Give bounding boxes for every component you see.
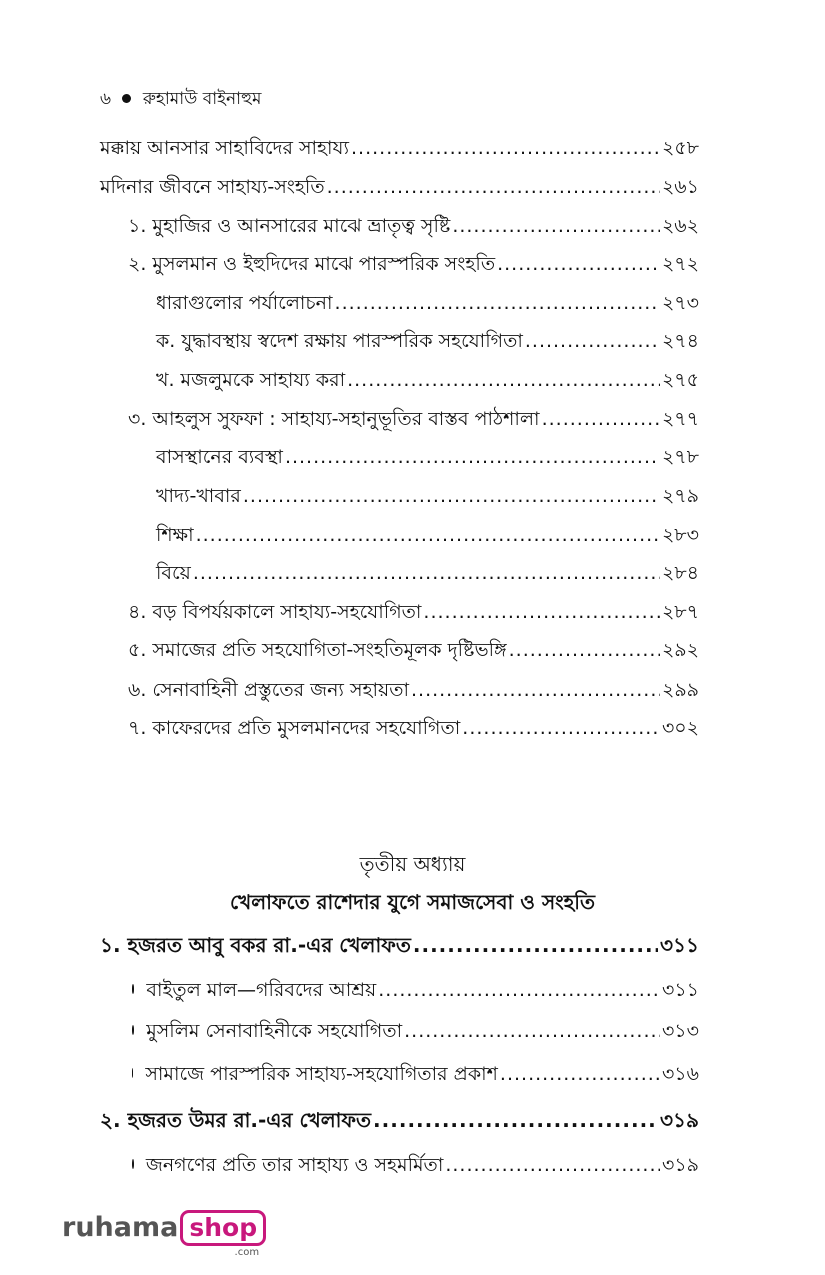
page-number: ৬ <box>100 89 112 109</box>
toc-entry <box>156 289 699 321</box>
toc-entry-page: ২৭৩ <box>661 292 699 314</box>
bullet-icon <box>132 1025 134 1035</box>
bullet-icon <box>132 984 134 994</box>
dot-leader <box>500 1063 660 1085</box>
toc-entry <box>100 173 699 205</box>
toc-entry-page: ২৯৯ <box>661 679 699 701</box>
toc-entry-label: ১. হজরত আবু বকর রা.-এর খেলাফত <box>100 933 411 957</box>
toc-entry-page: ২৭৫ <box>661 369 699 391</box>
dot-leader <box>335 292 660 314</box>
dot-leader <box>327 176 660 198</box>
bullet-icon <box>132 1159 134 1169</box>
dot-leader <box>373 1108 658 1132</box>
toc-entry-page: ২৮৪ <box>661 562 699 584</box>
toc-entry-page: ২৮৩ <box>661 524 699 546</box>
toc-entry-label: খাদ্য-খাবার <box>156 485 241 507</box>
toc-entry-page: ২৮৭ <box>661 601 699 623</box>
toc-entry-page: ২৭৭ <box>661 408 699 430</box>
logo-word: ruhama <box>62 1212 179 1243</box>
toc-entry-page: ২৭২ <box>661 253 699 275</box>
toc-entry-page: ৩১৯ <box>660 1108 699 1132</box>
toc-entry-page: ২৭৯ <box>661 485 699 507</box>
toc-entry-label: ক. যুদ্ধাবস্থায় স্বদেশ রক্ষায় পারস্পরিক সহযোগিতা <box>156 330 523 352</box>
logo-shop-box <box>180 1210 266 1258</box>
toc-entry-label: ১. মুহাজির ও আনসারের মাঝে ভ্রাতৃত্ব সৃষ্টি <box>128 215 451 237</box>
toc-entry <box>156 482 699 514</box>
toc-entry-page: ২৫৮ <box>661 137 699 159</box>
toc-entry <box>100 134 699 166</box>
chapter-toc-entry <box>100 1106 699 1139</box>
toc-entry-label: মুসলিম সেনাবাহিনীকে সহযোগিতা <box>146 1020 403 1042</box>
dot-leader <box>445 1154 660 1176</box>
chapter-toc-entry <box>132 1151 699 1183</box>
toc-entry-page: ২৭৪ <box>661 330 699 352</box>
chapter-toc-entry <box>132 1060 699 1092</box>
dot-leader <box>351 137 660 159</box>
toc-entry-label: ৫. সমাজের প্রতি সহযোগিতা-সংহতিমূলক দৃষ্টিভঙ্গি <box>128 639 507 661</box>
book-title: রুহামাউ বাইনাহুম <box>142 89 262 109</box>
toc-entry-label: ৭. কাফেরদের প্রতি মুসলমানদের সহযোগিতা <box>128 717 461 739</box>
dot-leader <box>243 485 660 507</box>
toc-entry-label: ৬. সেনাবাহিনী প্রস্তুতের জন্য সহায়তা <box>128 679 409 701</box>
dot-leader <box>497 253 660 275</box>
logo-domain: .com <box>234 1247 260 1258</box>
toc-entry <box>156 521 699 553</box>
toc-entry <box>128 714 699 746</box>
toc-entry-page: ২৬১ <box>661 176 699 198</box>
toc-entry-page: ২৯২ <box>661 639 699 661</box>
chapter-title: তৃতীয় অধ্যায় <box>359 852 466 876</box>
toc-entry-label: শিক্ষা <box>156 524 194 546</box>
toc-entry-label: বাইতুল মাল—গরিবদের আশ্রয় <box>146 979 377 1001</box>
toc-entry-page: ৩০২ <box>661 717 699 739</box>
dot-leader <box>193 562 660 584</box>
toc-entry-label: জনগণের প্রতি তার সাহায্য ও সহমর্মিতা <box>145 1154 444 1176</box>
toc-entry <box>128 598 699 630</box>
dot-leader <box>423 601 660 623</box>
toc-entry <box>128 212 699 244</box>
toc-entry-page: ৩১১ <box>660 933 699 957</box>
chapter-toc-entry <box>100 931 699 964</box>
dot-leader <box>509 639 660 661</box>
dot-leader <box>196 524 660 546</box>
ruhamashop-logo <box>62 1210 266 1262</box>
toc-entry-label: ২. হজরত উমর রা.-এর খেলাফত <box>100 1108 372 1132</box>
dot-leader <box>411 679 660 701</box>
toc-entry-label: খ. মজলুমকে সাহায্য করা <box>156 369 346 391</box>
dot-leader <box>413 933 658 957</box>
toc-entry-label: বাসস্থানের ব্যবস্থা <box>156 446 283 468</box>
toc-entry-label: বিয়ে <box>156 562 191 584</box>
toc-entry-label: ২. মুসলমান ও ইহুদিদের মাঝে পারস্পরিক সংহতি <box>128 253 496 275</box>
toc-entry <box>128 676 699 708</box>
toc-entry <box>128 250 699 282</box>
toc-entry <box>156 443 699 475</box>
toc-entry-page: ৩১৯ <box>661 1154 699 1176</box>
dot-leader <box>525 330 660 352</box>
toc-entry-label: ধারাগুলোর পর্যালোচনা <box>156 292 333 314</box>
chapter-toc-entry <box>132 976 699 1008</box>
toc-entry <box>156 327 699 359</box>
toc-entry-label: মক্কায় আনসার সাহাবিদের সাহায্য <box>100 137 350 159</box>
dot-leader <box>542 408 660 430</box>
toc-entry <box>128 636 699 668</box>
chapter-toc-entry <box>132 1017 699 1049</box>
toc-entry-label: ৪. বড় বিপর্যয়কালে সাহায্য-সহযোগিতা <box>128 601 422 623</box>
dot-leader <box>378 979 660 1001</box>
dot-leader <box>404 1020 660 1042</box>
toc-entry-label: ৩. আহলুস সুফফা : সাহায্য-সহানুভূতির বাস্তব পাঠশালা <box>128 408 540 430</box>
toc-entry-page: ৩১৩ <box>661 1020 699 1042</box>
separator-dot <box>122 94 131 103</box>
toc-entry-page: ৩১১ <box>661 979 699 1001</box>
dot-leader <box>285 446 660 468</box>
toc-entry <box>156 366 699 398</box>
logo-shop: shop <box>189 1213 258 1242</box>
dot-leader <box>347 369 660 391</box>
toc-entry <box>156 559 699 591</box>
toc-entry-page: ২৭৮ <box>661 446 699 468</box>
toc-entry-label: সামাজে পারস্পরিক সাহায্য-সহযোগিতার প্রকাশ <box>145 1063 498 1085</box>
bullet-icon <box>132 1068 133 1078</box>
toc-entry-page: ৩১৬ <box>661 1063 699 1085</box>
toc-entry-label: মদিনার জীবনে সাহায্য-সংহতি <box>100 176 325 198</box>
toc-entry <box>128 405 699 437</box>
dot-leader <box>462 717 660 739</box>
toc-entry-page: ২৬২ <box>661 215 699 237</box>
dot-leader <box>452 215 660 237</box>
chapter-subtitle: খেলাফতে রাশেদার যুগে সমাজসেবা ও সংহতি <box>229 890 596 914</box>
running-header <box>100 86 261 114</box>
